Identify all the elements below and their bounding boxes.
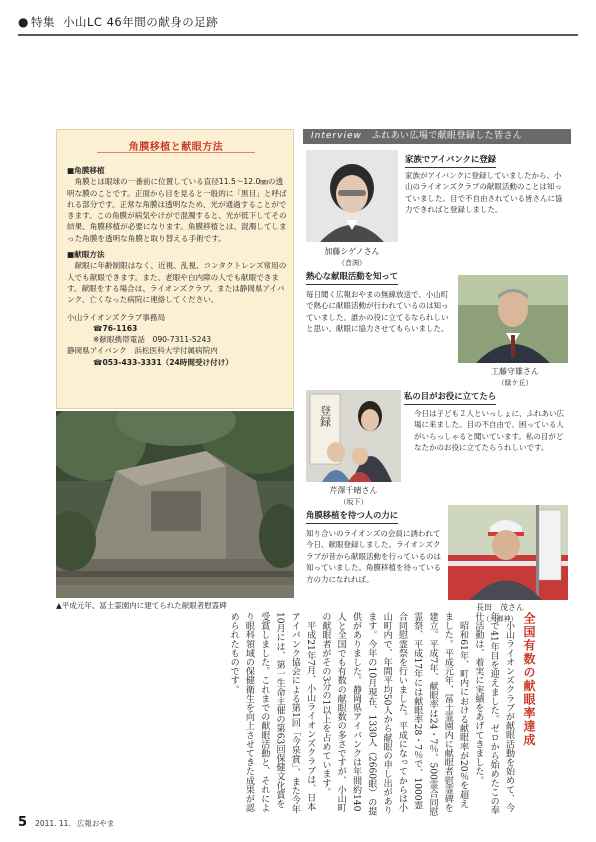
interview-3-text: 今日は子ども２人といっしょに、ふれあい広場に来ました。目の不自由で、困っている人がいらっしゃると聞いています。私の目がどなたかのお役に立てたらうれしいです。 xyxy=(414,409,564,453)
section-heading-donation: ■献眼方法 xyxy=(67,250,105,260)
interview-1-name xyxy=(306,246,398,268)
interviewee-area: （緑ケ丘） xyxy=(497,379,533,387)
article-body xyxy=(40,612,516,817)
interviewee-name: 工藤守雄さん xyxy=(491,367,539,376)
interview-2-heading: 熱心な献眼活動を知って xyxy=(306,270,398,285)
interview-header xyxy=(303,129,571,144)
bullet-icon: ● xyxy=(18,15,29,29)
interviewee-name: 長田 茂さん xyxy=(476,603,524,612)
interviewee-name: 芹澤千晴さん xyxy=(329,486,378,495)
contact-phone-lions: ☎76-1163 xyxy=(93,323,138,333)
interview-1-text: 家族がアイバンクに登録していましたから、小山のライオンズクラブの献眼活動のことは知っていました。目で不自由されている皆さんに協力できればと登録しました。 xyxy=(405,171,563,215)
page-number: 5 xyxy=(18,815,28,830)
interview-2-name xyxy=(470,366,560,388)
section-heading-transplant: ■角膜移植 xyxy=(67,166,105,175)
contact-org-eyebank: 静岡県アイバンク 浜松医科大学付属病院内 xyxy=(67,346,218,356)
page-header xyxy=(18,14,218,30)
page-footer xyxy=(18,815,114,830)
interview-3-name xyxy=(306,485,401,507)
article-paragraph: 平成21年7月、小山ライオンズクラブは、日本アイバンク協会による第1回「今泉賞」、また今年10月には、第一生命主催の第63回保健文化賞を受賞しました。これまでの献眼活動と、それにより眼科領域の保健衛生を向上させてきた成果が認められたものです。 xyxy=(228,612,316,814)
portrait-photo-osada xyxy=(448,505,568,600)
header-divider xyxy=(18,34,578,36)
interview-title: ふれあい広場で献眼登録した皆さん xyxy=(371,131,523,141)
cornea-body xyxy=(67,165,289,368)
transplant-text: 角膜とは眼球の一番前に位置している直径11.5～12.0㎜の透明な膜のことです。正面から目を見ると一般的に「黒目」と呼ばれる部分です。正常な角膜は透明なため、光が通過することができます。この角膜が病気やけがで混濁すると、光が低下してその結果、角膜移植が必要になります。角膜移植とは、混濁してしまった角膜を透明な角膜と取り替える手術です。 xyxy=(67,177,287,243)
interviewee-area: （坂下） xyxy=(339,498,368,506)
issue-date: 2011. 11. xyxy=(35,819,71,828)
cornea-heading: 角膜移植と献眼方法 xyxy=(97,138,255,153)
publication-name: 広報おやま xyxy=(76,819,115,828)
article-paragraph: 昭和61年、町内における献眼率が20％を超えました。平成元年、冨士霊園内に献眼者慰霊碑を建立。平成7年、献眼率は24・7％、500霊合同慰霊祭、平成17年には献眼率28・7％で、1000霊合同慰霊祭を行いました。平成になってからは小山町内で、年間平均50人から献眼の申し出があります。今年の10月現在、1330人（2660眼）の提供がありました。静岡県アイバンクは年間約140人と全国でも有数の献眼数の多さですが、小山町の献眼者がその3分の1以上を占めています。 xyxy=(320,612,469,817)
section-label: 特集 xyxy=(30,15,55,29)
interview-1-heading: 家族でアイバンクに登録 xyxy=(405,153,496,168)
contact-mobile: ※献眼携帯電話 090-7311-5243 xyxy=(93,335,212,345)
interviewee-name: 加藤シゲノさん xyxy=(324,247,380,256)
donation-text: 献眼に年齢制限はなく、近視、乱視、コンタクトレンズ常用の人でも献眼できます。また、老眼や白内障の人でも献眼できます。献眼をする場合は、ライオンズクラブ、または静岡県アイバンク、亡くなった病院に連絡してください。 xyxy=(67,261,287,305)
monument-photo xyxy=(56,411,294,598)
interviewee-area: （音渕） xyxy=(338,259,366,267)
photo-sign-text: 登録 xyxy=(318,405,332,427)
contact-phone-eyebank: ☎053-433-3331（24時間受け付け） xyxy=(93,357,233,367)
article-heading: 全国有数の献眼率達成 xyxy=(522,612,536,747)
portrait-photo-kudo xyxy=(458,275,568,363)
interview-label: Interview xyxy=(311,131,362,141)
cornea-info-box xyxy=(56,129,294,409)
contact-org-lions: 小山ライオンズクラブ事務局 xyxy=(67,312,166,322)
article-paragraph: 小山ライオンズクラブが献眼活動を始めて、今年で41年目を迎えました。ゼロから始めたこの奉仕活動は、着実に実績をあげてきました。 xyxy=(473,612,514,815)
portrait-photo-serizawa xyxy=(306,390,401,482)
portrait-photo-kato xyxy=(306,150,398,242)
interview-4-text: 知り合いのライオンズの会員に誘われて今日、献眼登録しました。ライオンズクラブが昔から献眼活動を行っているのは知っていました。角膜移植を待っている方の力になれれば。 xyxy=(306,529,441,584)
monument-caption: ▲平成元年、冨士霊園内に建てられた献眼者慰霊碑 xyxy=(56,601,227,610)
interview-3-heading: 私の目がお役に立てたら xyxy=(404,390,496,405)
interview-2-text: 毎日聞く広報おやまの無線放送で、小山町で熱心に献眼活動が行われているのは知っていました。誰かの役に立てるなられしいと思い、献眼に協力させてもらいました。 xyxy=(306,290,449,334)
interview-4-heading: 角膜移植を待つ人の力に xyxy=(306,509,398,524)
feature-title: 小山LC 46年間の献身の足跡 xyxy=(62,15,219,29)
interviewee-area: （大御神） xyxy=(482,615,518,623)
